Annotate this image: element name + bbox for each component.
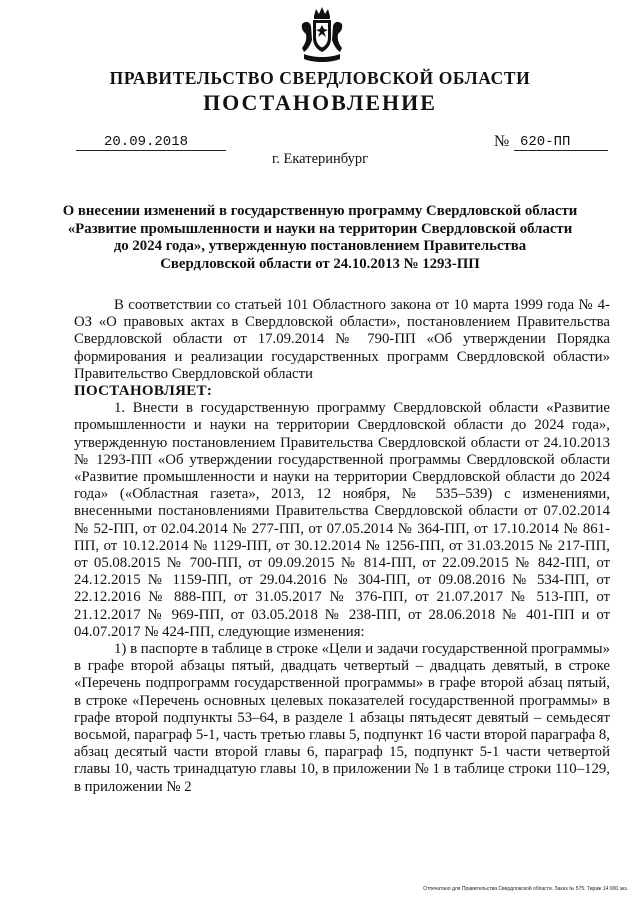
- preamble-paragraph: В соответствии со статьей 101 Областного закона от 10 марта 1999 года № 4-ОЗ «О правовых актах в Свердловской области», постановлением Правительства Свердловской области от 17.09.2014 № 790-ПП «Об утверждении Порядка формирования и реализации государственных программ Свердловской области» Правительство Свердловской области: [74, 297, 610, 382]
- coat-of-arms-icon: [298, 6, 346, 64]
- title-line: до 2024 года», утвержденную постановлением Правительства: [113, 238, 527, 254]
- document-body: [74, 297, 610, 796]
- title-line: О внесении изменений в государственную программу Свердловской области: [62, 203, 578, 219]
- document-title: [60, 203, 580, 273]
- print-note: Отпечатано для Правительства Свердловской области. Заказ № 575. Тираж 14 000 экз.: [423, 886, 628, 892]
- document-number: 620-ПП: [514, 134, 608, 151]
- title-line: «Развитие промышленности и науки на территории Свердловской области: [67, 220, 573, 237]
- resolves-heading: ПОСТАНОВЛЯЕТ:: [74, 383, 213, 400]
- number-label: №: [494, 133, 510, 150]
- title-line: Свердловской области от 24.10.2013 № 1293-ПП: [160, 255, 480, 272]
- document-kind: ПОСТАНОВЛЕНИЕ: [203, 90, 437, 115]
- subparagraph-1: 1) в паспорте в таблице в строке «Цели и задачи государственной программы» в графе второй абзацы пятый, двадцать четвертый – двадцать девятый, в строке «Перечень подпрограмм государственной программы» в графе второй абзац пятый, в строке «Перечень основных целевых показателей государственной программы» в графе второй подпункты 53–64, в разделе 1 абзацы пятьдесят девятый – семьдесят восьмой, параграф 5-1, часть третью главы 5, подпункт 16 части второй параграфа 8, абзац десятый части второй главы 6, параграф 15, подпункт 5-1 части четвертой главы 10, часть тринадцатую главы 10, в приложении № 1 в таблице строки 110–129, в приложении № 2: [74, 641, 610, 795]
- city: г. Екатеринбург: [271, 151, 369, 167]
- government-name: ПРАВИТЕЛЬСТВО СВЕРДЛОВСКОЙ ОБЛАСТИ: [109, 68, 531, 88]
- document-date: 20.09.2018: [76, 134, 226, 151]
- paragraph-1: 1. Внести в государственную программу Свердловской области «Развитие промышленности и науки на территории Свердловской области до 2024 года», утвержденную постановлением Правительства Свердловской области от 24.10.2013 № 1293-ПП «Об утверждении государственной программы Свердловской области «Развитие промышленности и науки на территории Свердловской области до 2024 года» («Областная газета», 2013, 12 ноября, № 535–539) с изменениями, внесенными постановлениями Правительства Свердловской области от 07.02.2014 № 52-ПП, от 02.04.2014 № 277-ПП, от 07.05.2014 № 364-ПП, от 17.10.2014 № 861-ПП, от 10.12.2014 № 1129-ПП, от 30.12.2014 № 1256-ПП, от 31.03.2015 № 217-ПП, от 05.08.2015 № 700-ПП, от 09.09.2015 № 814-ПП, от 22.09.2015 № 842-ПП, от 24.12.2015 № 1159-ПП, от 29.04.2016 № 304-ПП, от 09.08.2016 № 534-ПП, от 22.12.2016 № 888-ПП, от 31.05.2017 № 376-ПП, от 21.07.2017 № 513-ПП, от 21.12.2017 № 969-ПП, от 03.05.2018 № 238-ПП, от 28.06.2018 № 401-ПП и от 04.07.2017 № 424-ПП, следующие изменения:: [74, 400, 610, 640]
